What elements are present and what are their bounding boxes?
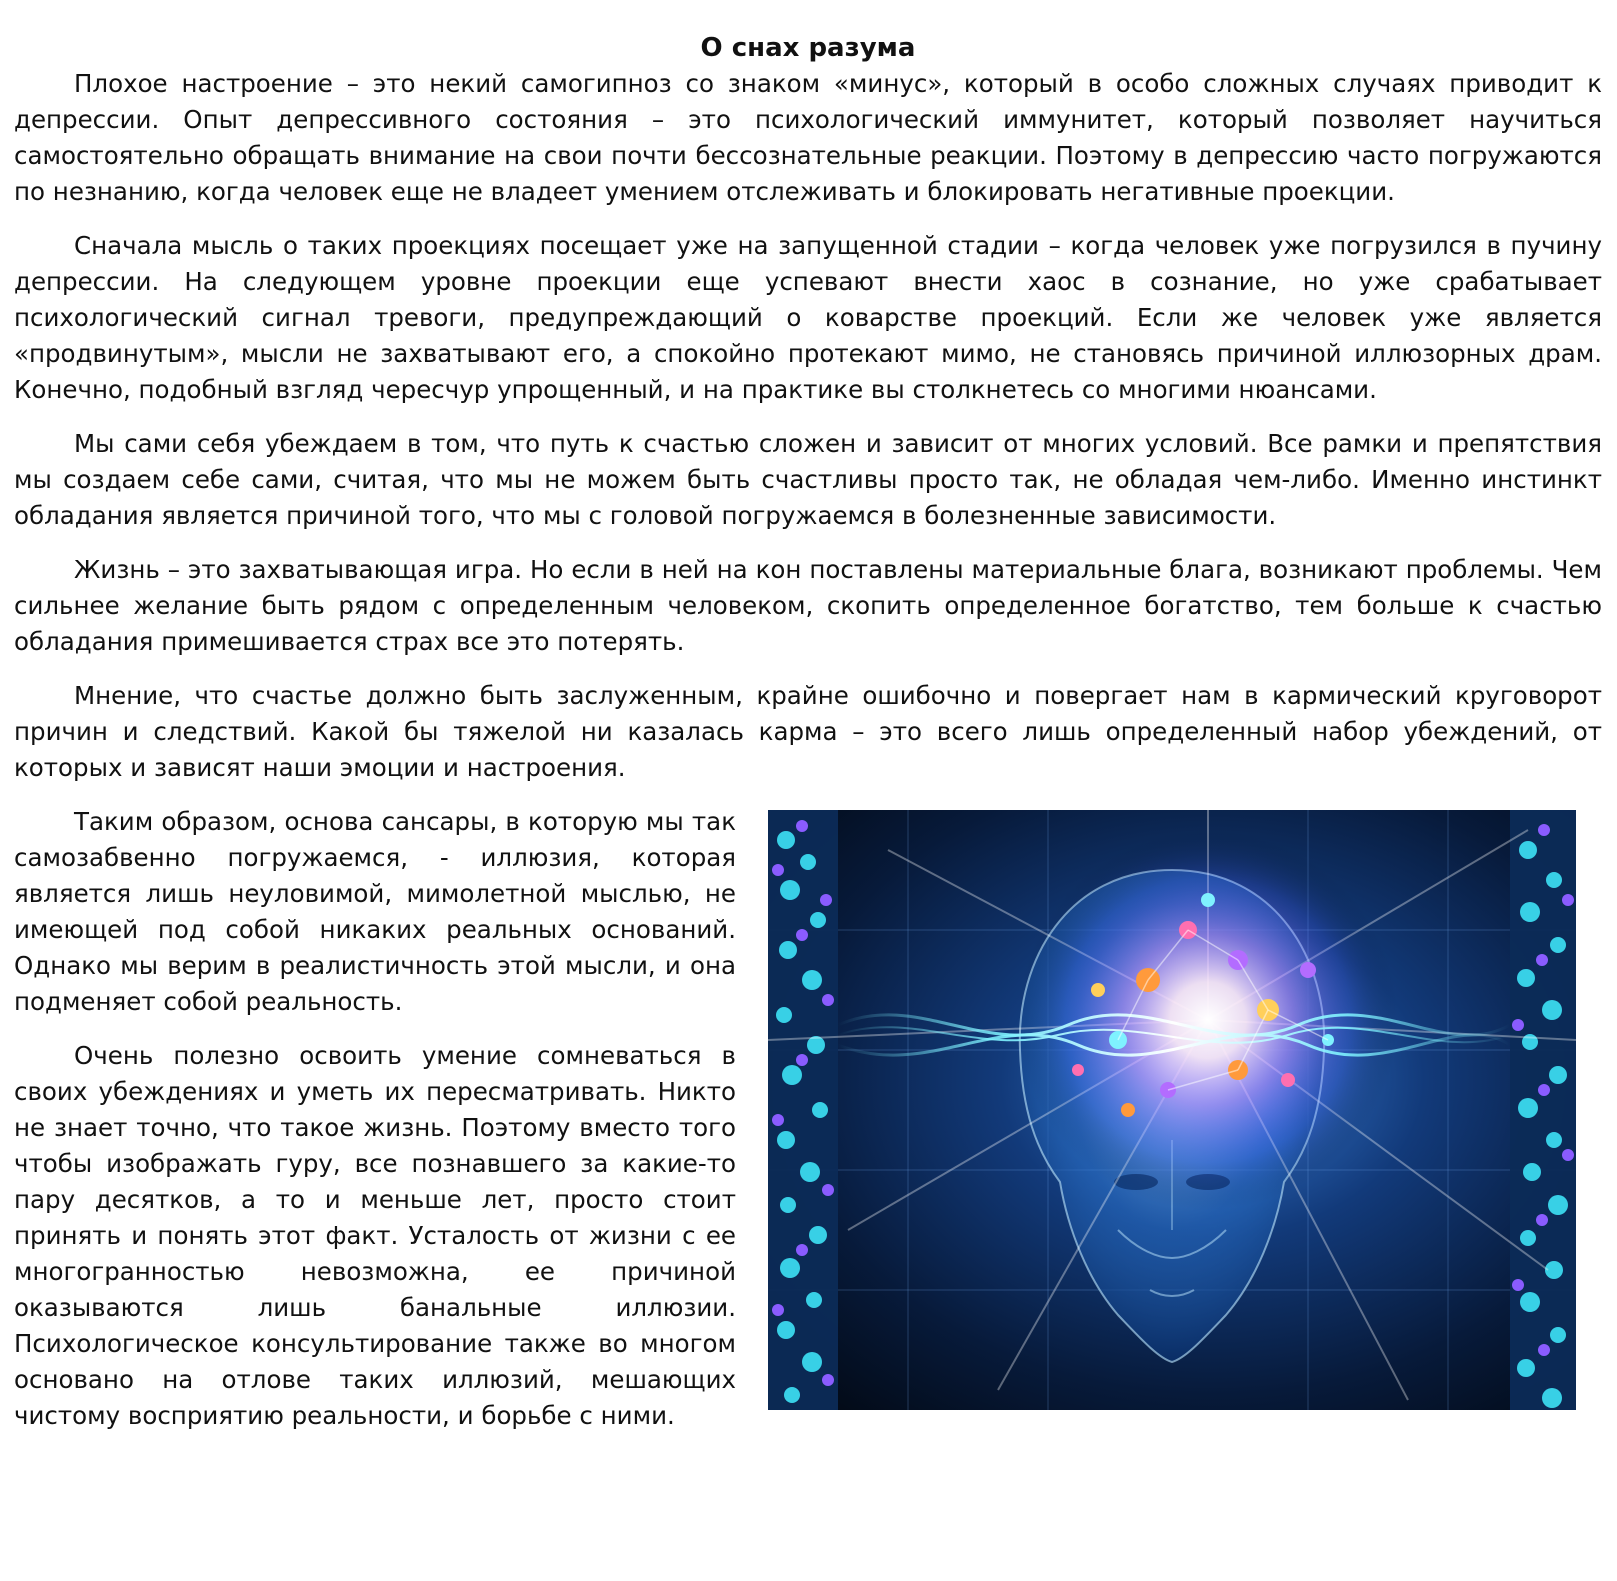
glowing-head-brain-illustration-icon <box>768 810 1576 1410</box>
paragraph-3: Мы сами себя убеждаем в том, что путь к счастью сложен и зависит от многих условий. Все рамки и препятствия мы создаем себе сами, считая, что мы не можем быть счастливы просто так, не обладая чем-либо. Именно инстинкт обладания является причиной того, что мы с головой погружаемся в болезненные зависимости. <box>14 429 1602 530</box>
paragraph-4: Жизнь – это захватывающая игра. Но если в ней на кон поставлены материальные блага, возникают проблемы. Чем сильнее желание быть рядом с определенным человеком, скопить определенное богатство, тем больше к счастью обладания примешивается страх все это потерять. <box>14 555 1602 656</box>
text-with-illustration <box>14 804 1602 1504</box>
article-page <box>14 0 1602 1504</box>
paragraph-1: Плохое настроение – это некий самогипноз со знаком «минус», который в особо сложных случаях приводит к депрессии. Опыт депрессивного состояния – это психологический иммунитет, который позволяет научиться самостоятельно обращать внимание на свои почти бессознательные реакции. Поэтому в депрессию часто погружаются по незнанию, когда человек еще не владеет умением отслеживать и блокировать негативные проекции. <box>14 69 1602 206</box>
left-text-column <box>14 804 736 1452</box>
paragraph-2: Сначала мысль о таких проекциях посещает уже на запущенной стадии – когда человек уже погрузился в пучину депрессии. На следующем уровне проекции еще успевают внести хаос в сознание, но уже срабатывает психологический сигнал тревоги, предупреждающий о коварстве проекций. Если же человек уже является «продвинутым», мысли не захватывают его, а спокойно протекают мимо, не становясь причиной иллюзорных драм. Конечно, подобный взгляд чересчур упрощенный, и на практике вы столкнетесь со многими нюансами. <box>14 231 1602 404</box>
article-title: О снах разума <box>700 33 916 63</box>
paragraph-6: Таким образом, основа сансары, в которую мы так самозабвенно погружаемся, - иллюзия, которая является лишь неуловимой, мимолетной мыслью, не имеющей под собой никаких реальных оснований. Однако мы верим в реалистичность этой мысли, и она подменяет собой реальность. <box>14 807 736 1016</box>
paragraph-7: Очень полезно освоить умение сомневаться в своих убеждениях и уметь их пересматривать. Никто не знает точно, что такое жизнь. Поэтому вместо того чтобы изображать гуру, все познавшего за какие-то пару десятков, а то и меньше лет, просто стоит принять и понять этот факт. Усталость от жизни с ее многогранностью невозможна, ее причиной оказываются лишь банальные иллюзии. Психологическое консультирование также во многом основано на отлове таких иллюзий, мешающих чистому восприятию реальности, и борьбе с ними. <box>14 1041 736 1430</box>
paragraph-5: Мнение, что счастье должно быть заслуженным, крайне ошибочно и повергает нам в кармический круговорот причин и следствий. Какой бы тяжелой ни казалась карма – это всего лишь определенный набор убеждений, от которых и зависят наши эмоции и настроения. <box>14 681 1602 782</box>
